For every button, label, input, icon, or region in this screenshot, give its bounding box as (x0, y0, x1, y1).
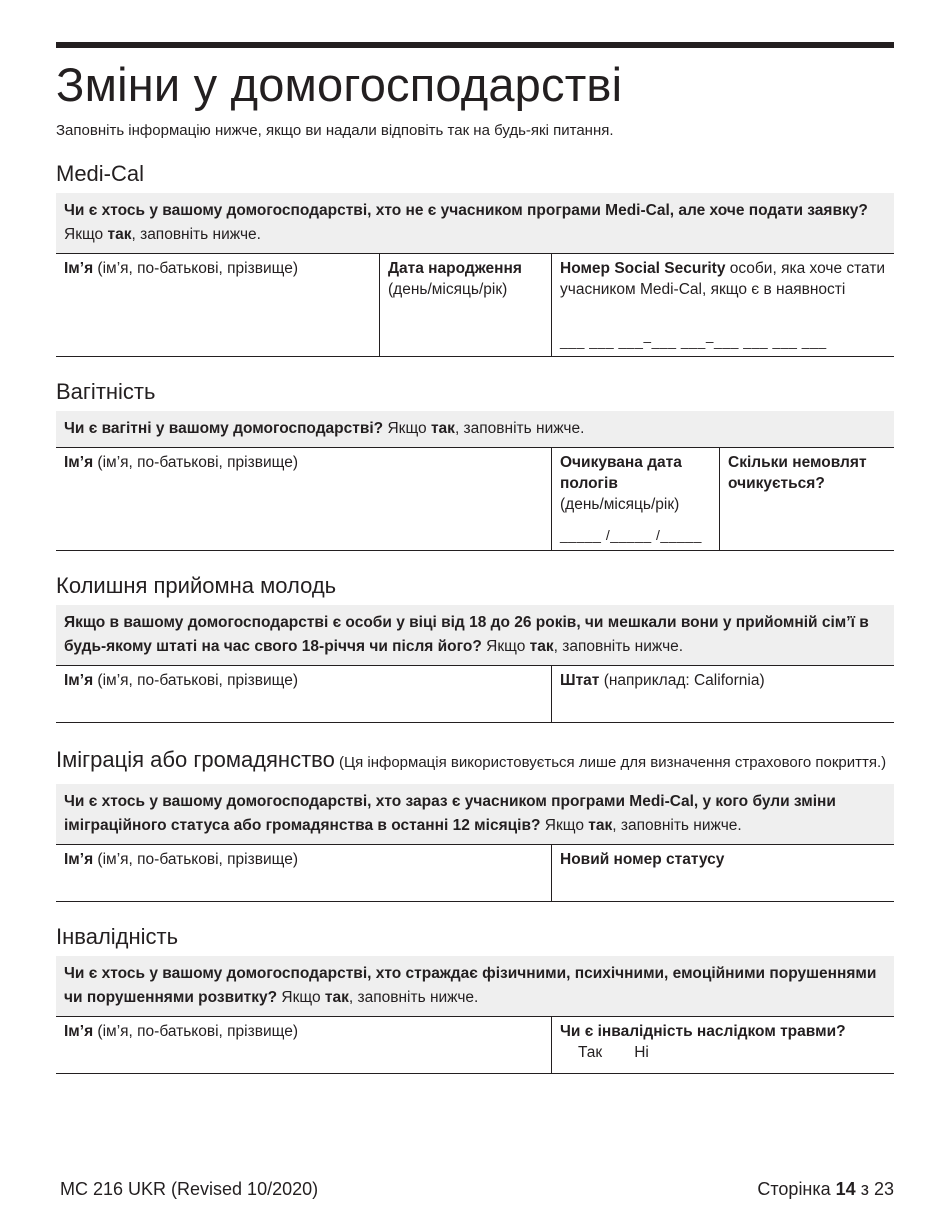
question-yes-post: , заповніть нижче. (131, 226, 261, 243)
question-yes-pre: Якщо (64, 226, 108, 243)
due-date-label: Очикувана дата пологів (560, 454, 682, 492)
babies-count-field[interactable] (719, 448, 894, 550)
foster-entry-row (56, 666, 894, 723)
page-total: 23 (873, 1179, 894, 1199)
name-field[interactable] (56, 845, 551, 901)
question-yes-post: , заповніть нижче. (553, 638, 684, 655)
question-pregnancy (56, 411, 894, 448)
question-yes-post: , заповніть нижче. (612, 817, 742, 834)
disability-entry-row (56, 1017, 894, 1074)
pregnancy-entry-row (56, 448, 894, 551)
question-text: Якщо в вашому домогосподарстві є особи у віці від 18 до 26 років, чи мешкали вони у прийомній сім’ї в будь-якому штаті на час свого 18-річчя чи після його? (64, 614, 869, 655)
section-heading-pregnancy: Вагітність (56, 379, 156, 404)
question-immigration (56, 784, 894, 845)
page-of: з (855, 1179, 874, 1199)
immigration-entry-row (56, 845, 894, 902)
name-label: Ім’я (64, 851, 94, 868)
question-text: Чи є хтось у вашому домогосподарстві, хто не є учасником програми Medi-Cal, але хоче подати заявку? (64, 202, 868, 219)
question-disability (56, 956, 894, 1017)
name-hint: (ім’я, по-батькові, прізвище) (93, 1023, 298, 1040)
question-text: Чи є вагітні у вашому домогосподарстві? (64, 420, 384, 437)
immigration-note: (Ця інформація використовується лише для визначення страхового покриття.) (334, 754, 887, 771)
question-yes-pre: Якщо (277, 989, 325, 1006)
page-title: Зміни у домогосподарстві (56, 58, 623, 111)
yes-option[interactable]: Так (578, 1044, 603, 1061)
state-label: Штат (560, 672, 600, 689)
medical-entry-row (56, 254, 894, 357)
due-date-blank-lines: _____ /_____ /_____ (560, 527, 702, 543)
question-text: Чи є хтось у вашому домогосподарстві, хто зараз є учасником програми Medi-Cal, у кого були зміни іміграційного статуса або громадянства в останні 12 місяців? (64, 793, 836, 834)
section-heading-disability: Інвалідність (56, 924, 179, 949)
question-yes-pre: Якщо (383, 420, 431, 437)
section-heading-medical: Medi-Cal (56, 161, 145, 186)
no-option[interactable]: Ні (634, 1044, 649, 1061)
name-label: Ім’я (64, 1023, 94, 1040)
name-label: Ім’я (64, 672, 94, 689)
question-yes: так (324, 989, 349, 1006)
status-number-label: Новий номер статусу (560, 851, 725, 868)
birthdate-label: Дата народження (388, 260, 522, 277)
question-yes: так (430, 420, 455, 437)
question-yes: так (107, 226, 132, 243)
ssn-blank-lines: ___ ___ ___–___ ___–___ ___ ___ ___ (560, 333, 827, 349)
injury-yes-no (578, 1042, 886, 1063)
babies-count-label: Скільки немовлят очикується? (728, 454, 867, 492)
ssn-hint: особи, яка хоче стати учасником Medi-Cal, якщо є в наявності (560, 260, 886, 298)
name-hint: (ім’я, по-батькові, прізвище) (93, 851, 298, 868)
section-heading-immigration (56, 745, 894, 778)
page-label: Сторінка (757, 1179, 836, 1199)
page-number (757, 1179, 894, 1200)
birthdate-field[interactable] (379, 254, 551, 356)
name-label: Ім’я (64, 260, 94, 277)
birthdate-hint: (день/місяць/рік) (388, 281, 508, 298)
question-yes-pre: Якщо (481, 638, 530, 655)
question-yes-pre: Якщо (540, 817, 589, 834)
section-heading-foster: Колишня прийомна молодь (56, 573, 337, 598)
ssn-label: Номер Social Security (560, 260, 726, 277)
ssn-field[interactable] (551, 254, 894, 356)
name-hint: (ім’я, по-батькові, прізвище) (93, 672, 298, 689)
due-date-hint: (день/місяць/рік) (560, 496, 680, 513)
due-date-field[interactable] (551, 448, 719, 550)
form-page (56, 42, 894, 1074)
name-hint: (ім’я, по-батькові, прізвище) (93, 454, 298, 471)
question-medical (56, 193, 894, 254)
question-text: Чи є хтось у вашому домогосподарстві, хто страждає фізичними, психічними, емоційними порушеннями чи порушеннями розвитку? (64, 965, 877, 1006)
name-field[interactable] (56, 1017, 551, 1073)
name-hint: (ім’я, по-батькові, прізвище) (93, 260, 298, 277)
question-yes: так (588, 817, 613, 834)
question-yes-post: , заповніть нижче. (454, 420, 585, 437)
injury-question-field (551, 1017, 894, 1073)
name-field[interactable] (56, 666, 551, 722)
question-foster (56, 605, 894, 666)
page-footer (60, 1179, 894, 1200)
top-rule (56, 42, 894, 48)
page-current: 14 (835, 1179, 856, 1199)
status-number-field[interactable] (551, 845, 894, 901)
immigration-title: Іміграція або громадянство (56, 747, 335, 772)
state-hint: (наприклад: California) (599, 672, 765, 689)
injury-question-label: Чи є інвалідність наслідком травми? (560, 1023, 846, 1040)
question-yes: так (529, 638, 554, 655)
page-subtitle: Заповніть інформацію нижче, якщо ви надали відповіть так на будь-які питання. (56, 122, 614, 139)
question-yes-post: , заповніть нижче. (348, 989, 479, 1006)
form-id: MC 216 UKR (Revised 10/2020) (60, 1179, 319, 1199)
name-field[interactable] (56, 448, 551, 550)
name-field[interactable] (56, 254, 379, 356)
name-label: Ім’я (64, 454, 94, 471)
state-field[interactable] (551, 666, 894, 722)
